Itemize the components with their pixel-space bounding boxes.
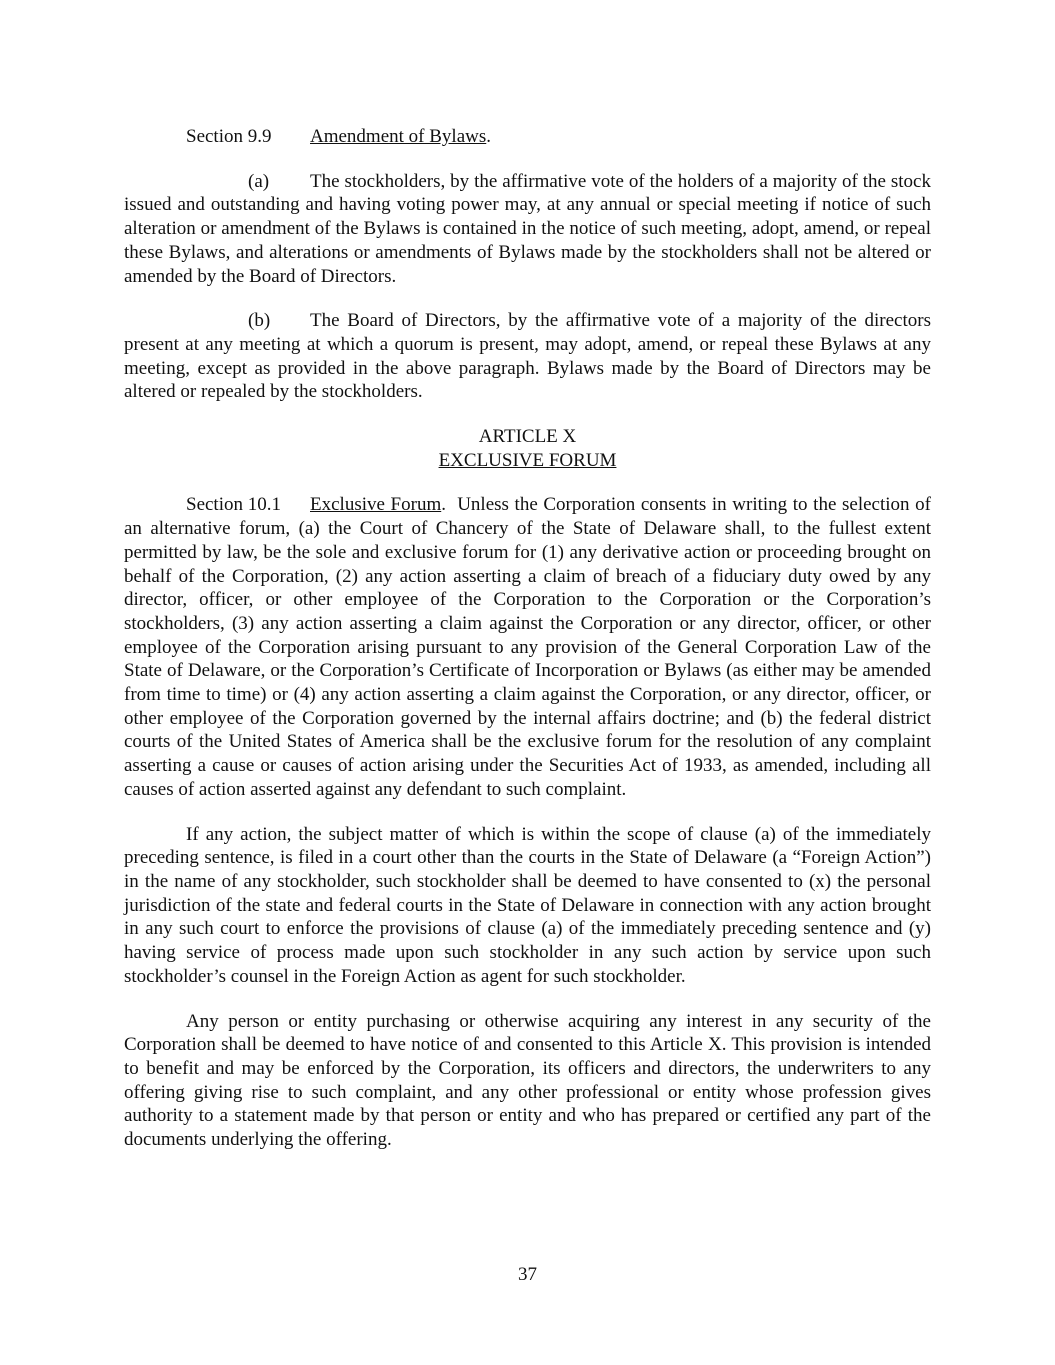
article-heading: ARTICLE X — [478, 426, 577, 448]
notice-paragraph: Any person or entity purchasing or otherwise acquiring any interest in any security of the Corporation shall be deemed to have notice of and consented to this Article X. This provision is intended to benefit and may be enforced by the Corporation, its officers and directors, the underwriters to any offering giving rise to such complaint, and any other professional or entity whose profession gives authority to a statement made by that person or entity and who has prepared or certified any part of the documents underlying the offering. — [124, 1010, 931, 1151]
section-title: Amendment of Bylaws — [310, 126, 487, 147]
section-10-1-paragraph — [124, 493, 936, 801]
paragraph-label: (b) — [248, 310, 271, 332]
section-9-9-heading — [124, 125, 931, 149]
page-number: 37 — [518, 1264, 537, 1285]
article-subheading — [124, 449, 931, 473]
foreign-action-paragraph: If any action, the subject matter of which is within the scope of clause (a) of the immediately preceding sentence, is filed in a court other than the courts in the State of Delaware (a “Foreign Action”) in the name of any stockholder, such stockholder shall be deemed to have consented to (x) the personal jurisdiction of the state and federal courts in the State of Delaware in connection with any action brought in any such court to enforce the provisions of clause (a) of the immediately preceding sentence and (y) having service of process made upon such stockholder in any such action by service upon such stockholder’s counsel in the Foreign Action as agent for such stockholder. — [124, 823, 931, 987]
document-page — [124, 125, 936, 1152]
paragraph-label: (a) — [248, 170, 270, 192]
section-title-punct: . — [486, 126, 492, 147]
paragraph-text: The stockholders, by the affirmative vote of the holders of a majority of the stock issued and outstanding and having voting power may, at any annual or special meeting if notice of such alteration or amendment of the Bylaws is contained in the notice of such meeting, adopt, amend, or repeal these Bylaws, and alterations or amendments of Bylaws made by the stockholders shall not be altered or amended by the Board of Directors. — [124, 170, 931, 287]
paragraph-a — [124, 170, 931, 289]
paragraph-text: The Board of Directors, by the affirmative vote of a majority of the directors present at any meeting at which a quorum is present, may adopt, amend, or repeal these Bylaws at any meeting, except as provided in the above paragraph. Bylaws made by the Board of Directors may be altered or repealed by the stockholders. — [124, 310, 931, 403]
section-title-punct: . — [441, 494, 446, 516]
section-number: Section 10.1 — [186, 494, 281, 516]
paragraph-b — [124, 309, 931, 404]
article-subheading-text: EXCLUSIVE FORUM — [438, 449, 617, 471]
section-title: Exclusive Forum — [310, 494, 442, 516]
section-number: Section 9.9 — [186, 126, 272, 147]
paragraph-text: Unless the Corporation consents in writing to the selection of an alternative forum, (a) the Court of Chancery of the State of Delaware shall, to the fullest extent permitted by law, be the sole and exclusive forum for (1) any derivative action or proceeding brought on behalf of the Corporation, (2) any action asserting a claim of breach of a fiduciary duty owed by any director, officer, or other employee of the Corporation to the Corporation or the Corporation’s stockholders, (3) any action asserting a claim against the Corporation or any director, officer, or other employee of the Corporation arising pursuant to any provision of the General Corporation Law of the State of Delaware, or the Corporation’s Certificate of Incorporation or Bylaws (as either may be amended from time to time) or (4) any action asserting a claim against the Corporation, or any director, officer, or other employee of the Corporation governed by the internal affairs doctrine; and (b) the federal district courts of the United States of America shall be the exclusive forum for the resolution of any complaint asserting a cause or causes of action arising under the Securities Act of 1933, as amended, including all causes of action asserted against any defendant to such complaint. — [124, 494, 936, 800]
